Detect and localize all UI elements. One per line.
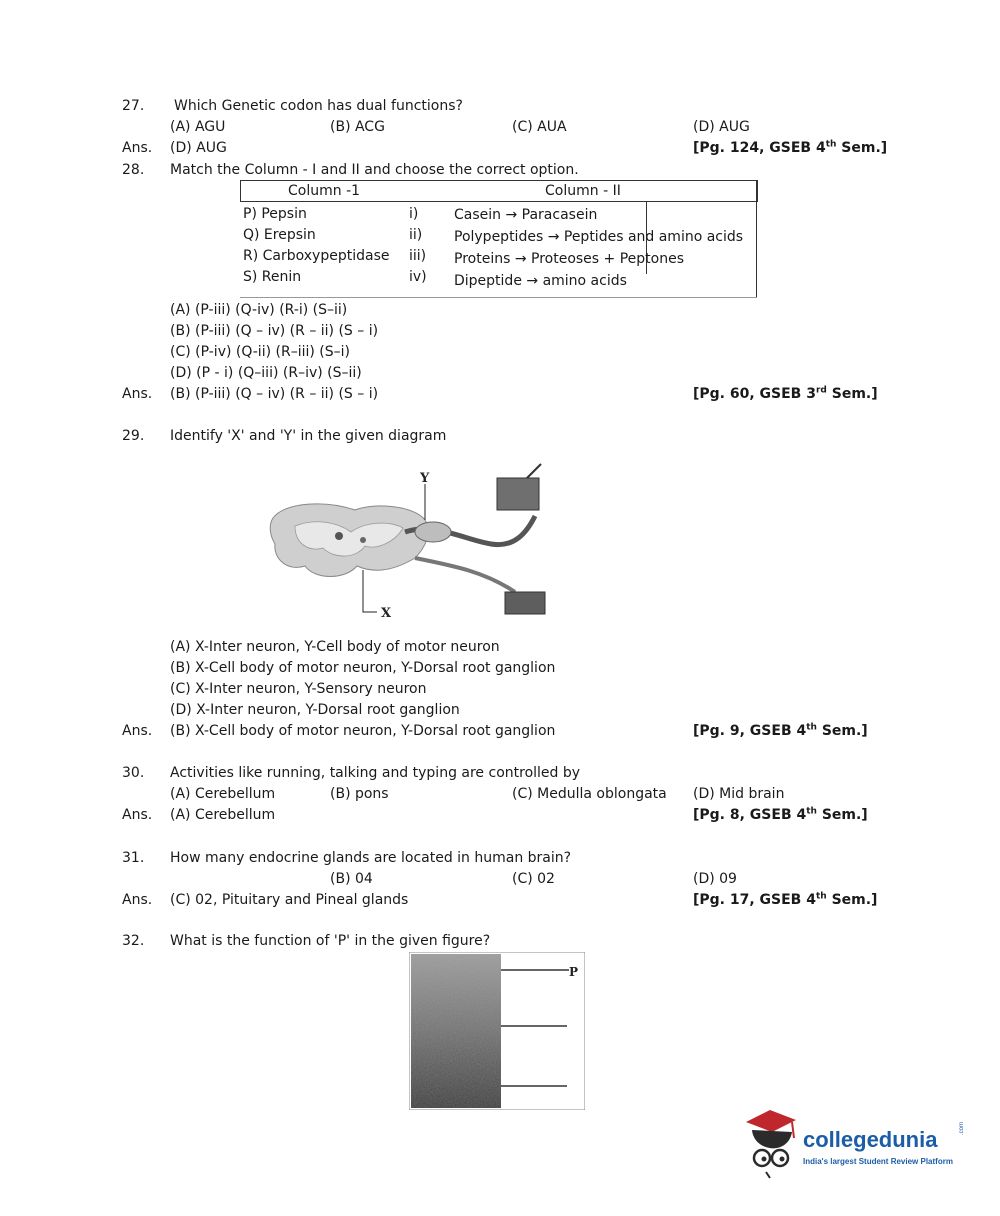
logo-tagline: India's largest Student Review Platform xyxy=(803,1157,953,1166)
column-1-item: Q) Erepsin xyxy=(243,227,316,243)
q31-number: 31. xyxy=(122,850,145,866)
q29-option-d: (D) X-Inter neuron, Y-Dorsal root ganglion xyxy=(170,702,460,718)
diagram-label-y: Y xyxy=(420,471,430,486)
column-1-item: P) Pepsin xyxy=(243,206,307,222)
roman-numeral: iii) xyxy=(409,248,427,264)
q28-text: Match the Column - I and II and choose the correct option. xyxy=(170,162,579,178)
q29-text: Identify 'X' and 'Y' in the given diagram xyxy=(170,428,447,444)
q28-answer-label: Ans. xyxy=(122,386,153,402)
q29-answer: (B) X-Cell body of motor neuron, Y-Dorsal root ganglion xyxy=(170,723,556,739)
q27-option-d: (D) AUG xyxy=(693,119,750,135)
q31-text: How many endocrine glands are located in human brain? xyxy=(170,850,572,866)
column-2-item: Proteins → Proteoses + Peptones xyxy=(454,251,684,267)
q31-option-b: (B) 04 xyxy=(330,871,373,887)
q30-text: Activities like running, talking and typing are controlled by xyxy=(170,765,581,781)
q30-option-a: (A) Cerebellum xyxy=(170,786,276,802)
q30-answer: (A) Cerebellum xyxy=(170,807,276,823)
column-1-item: S) Renin xyxy=(243,269,302,285)
q31-answer: (C) 02, Pituitary and Pineal glands xyxy=(170,892,409,908)
spinal-cord-diagram xyxy=(265,462,565,624)
q31-option-d: (D) 09 xyxy=(693,871,737,887)
q28-option-a: (A) (P-iii) (Q-iv) (R-i) (S–ii) xyxy=(170,302,348,318)
q30-option-d: (D) Mid brain xyxy=(693,786,785,802)
q32-text: What is the function of 'P' in the given figure? xyxy=(170,933,491,949)
q32-number: 32. xyxy=(122,933,145,949)
q27-option-a: (A) AGU xyxy=(170,119,226,135)
q27-text: Which Genetic codon has dual functions? xyxy=(174,98,463,114)
q28-number: 28. xyxy=(122,162,145,178)
column-2-header: Column - II xyxy=(545,183,621,199)
tissue-figure xyxy=(409,952,585,1110)
q28-reference: [Pg. 60, GSEB 3rd Sem.] xyxy=(693,385,878,402)
q29-number: 29. xyxy=(122,428,145,444)
q28-option-b: (B) (P-iii) (Q – iv) (R – ii) (S – i) xyxy=(170,323,379,339)
q29-reference: [Pg. 9, GSEB 4th Sem.] xyxy=(693,722,868,739)
q31-reference: [Pg. 17, GSEB 4th Sem.] xyxy=(693,891,878,908)
q30-option-c: (C) Medulla oblongata xyxy=(512,786,667,802)
q29-answer-label: Ans. xyxy=(122,723,153,739)
column-1-header: Column -1 xyxy=(288,183,361,199)
q30-reference: [Pg. 8, GSEB 4th Sem.] xyxy=(693,806,868,823)
q31-answer-label: Ans. xyxy=(122,892,153,908)
q27-reference: [Pg. 124, GSEB 4th Sem.] xyxy=(693,139,888,156)
q28-answer: (B) (P-iii) (Q – iv) (R – ii) (S – i) xyxy=(170,386,379,402)
q31-option-c: (C) 02 xyxy=(512,871,555,887)
logo-domain-suffix: .com xyxy=(959,1121,965,1135)
roman-numeral: i) xyxy=(409,206,419,222)
logo-wordmark: collegedunia xyxy=(803,1127,938,1152)
q30-answer-label: Ans. xyxy=(122,807,153,823)
collegedunia-logo-mascot xyxy=(740,1108,804,1180)
q29-option-a: (A) X-Inter neuron, Y-Cell body of motor neuron xyxy=(170,639,500,655)
roman-numeral: iv) xyxy=(409,269,427,285)
column-2-item: Polypeptides → Peptides and amino acids xyxy=(454,229,744,245)
column-2-item: Dipeptide → amino acids xyxy=(454,273,627,289)
q27-number: 27. xyxy=(122,98,145,114)
q30-option-b: (B) pons xyxy=(330,786,389,802)
q27-option-b: (B) ACG xyxy=(330,119,385,135)
q27-answer-label: Ans. xyxy=(122,140,153,156)
q30-number: 30. xyxy=(122,765,145,781)
q28-option-d: (D) (P - i) (Q–iii) (R–iv) (S–ii) xyxy=(170,365,362,381)
q28-option-c: (C) (P-iv) (Q-ii) (R–iii) (S–i) xyxy=(170,344,350,360)
roman-numeral: ii) xyxy=(409,227,423,243)
q29-option-b: (B) X-Cell body of motor neuron, Y-Dorsal root ganglion xyxy=(170,660,556,676)
q29-option-c: (C) X-Inter neuron, Y-Sensory neuron xyxy=(170,681,427,697)
column-2-item: Casein → Paracasein xyxy=(454,207,598,223)
match-table-border xyxy=(756,180,757,298)
q27-answer: (D) AUG xyxy=(170,140,227,156)
diagram-label-x: X xyxy=(381,606,392,621)
column-1-item: R) Carboxypeptidase xyxy=(243,248,390,264)
figure-label-p: P xyxy=(569,965,579,979)
q27-option-c: (C) AUA xyxy=(512,119,567,135)
match-table-border xyxy=(240,297,757,298)
